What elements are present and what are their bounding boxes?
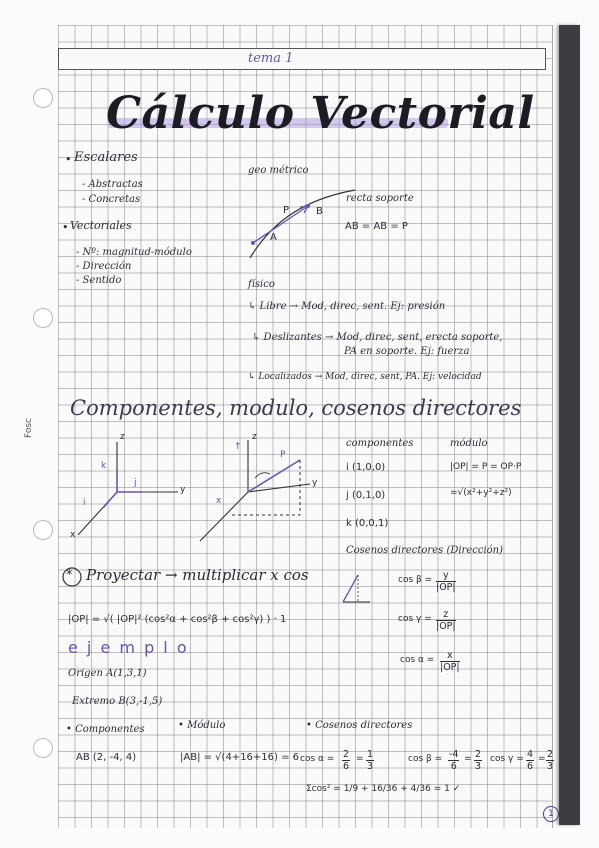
equals-sign: = [538,754,546,764]
diagram-z-label: z [252,432,257,442]
fraction-denominator: 3 [547,761,554,772]
side-stamp: Fosc [24,418,34,438]
cos-gamma-example-lhs: cos γ = [490,754,524,764]
cos-gamma-lhs: cos γ = [398,614,432,624]
modulo-bullet: • Módulo [178,720,226,731]
fraction-denominator: 6 [343,761,350,772]
component-j: j (0,1,0) [346,490,386,501]
diagram-p-label: P [280,450,286,460]
star-mark: * [66,568,73,583]
deslizantes-line-2: PA en soporte. Ej: fuerza [344,346,470,357]
bullet-dot: • [65,153,72,166]
fraction-denominator: |OP| [436,621,456,632]
concretas-item: - Concretas [82,194,141,205]
localizados-line: ↳ Localizados → Mod, direc, sent, PA. Ej: velocidad [248,372,482,382]
vector-property-item: - Sentido [76,275,122,286]
ab-module: |AB| = √(4+16+16) = 6 [180,752,300,763]
sum-of-squares-check: Σcos² = 1/9 + 16/36 + 4/36 = 1 ✓ [306,784,461,794]
diagram-x-label: x [216,496,222,506]
fraction-numerator: 2 [547,749,554,760]
projection-formula: |OP| = √( |OP|² (cos²α + cos²β + cos²γ) ) · 1 [68,614,287,625]
fraction-numerator: x [440,650,460,662]
cos-alpha-fraction [440,650,460,673]
topic-label: tema 1 [248,51,294,66]
cosenos-bullet: • Cosenos directores [306,720,413,731]
cos-alpha-example-simplified [366,749,374,772]
cos-beta-example-lhs: cos β = [408,754,443,764]
escalares-heading: Escalares [74,150,138,165]
fisico-label: físico [248,279,275,290]
componentes-header: componentes [346,438,414,449]
cos-gamma-example-fraction [526,749,534,772]
point-b-label: B [316,206,323,217]
fraction-numerator: 2 [475,749,482,760]
axis-y-label: y [180,485,186,495]
page-title: Cálculo Vectorial [106,88,535,139]
fraction-numerator: z [436,609,456,621]
extremo-line: Extremo B(3,-1,5) [72,696,163,707]
fraction-numerator: y [436,570,456,582]
cos-gamma-example-simplified [546,749,554,772]
component-k: k (0,0,1) [346,518,389,529]
fraction-numerator: -4 [449,749,459,760]
cos-gamma-fraction [436,609,456,632]
vector-property-item: - Nº: magnitud-módulo [76,247,192,258]
unit-j-label: j [134,478,137,488]
cosenos-directores-header: Cosenos directores (Dirección) [346,545,504,556]
equals-sign: = [356,754,364,764]
fraction-numerator: 2 [343,749,350,760]
cos-beta-example-simplified [474,749,482,772]
proyectar-rule: Proyectar → multiplicar x cos [86,566,309,584]
unit-k-label: k [101,461,107,471]
fraction-denominator: 3 [475,761,482,772]
cos-beta-lhs: cos β = [398,575,433,585]
bullet-dot: • [62,221,69,234]
vectoriales-heading: Vectoriales [70,219,132,232]
geometric-equation: AB = AB = P [345,221,408,232]
module-formula-1: |OP| = P = OP·P [450,462,522,472]
cos-alpha-example-fraction [342,749,350,772]
ejemplo-heading: e j e m p l o [68,638,189,657]
vector-p-label: P [283,205,290,216]
module-formula-2: =√(x²+y²+z²) [450,488,512,498]
fraction-denominator: |OP| [436,582,456,593]
diagram-y-label: y [312,478,318,488]
geometric-label: geo métrico [248,165,309,176]
libre-line: ↳ Libre → Mod, direc, sent. Ej: presión [248,301,446,312]
point-a-label: A [270,232,277,243]
recta-soporte-label: recta soporte [346,193,414,204]
axis-x-label: x [70,530,76,540]
equals-sign: = [464,754,472,764]
diagram-z-arrow-label: ↑ [234,442,242,452]
cos-beta-fraction [436,570,456,593]
cos-alpha-lhs: cos α = [400,655,435,665]
axis-z-label: z [120,432,125,442]
cos-beta-example-fraction [448,749,459,772]
component-i: i (1,0,0) [346,462,386,473]
origen-line: Origen A(1,3,1) [68,668,147,679]
cos-alpha-example-lhs: cos α = [300,754,335,764]
vector-property-item: - Dirección [76,261,132,272]
componentes-bullet: • Componentes [66,724,145,735]
fraction-denominator: 6 [527,761,534,772]
modulo-header: módulo [450,438,488,449]
page-number: 1 [543,806,559,822]
fraction-numerator: 1 [367,749,374,760]
abstractas-item: - Abstractas [82,179,143,190]
fraction-denominator: |OP| [440,662,460,673]
ab-vector: AB (2, -4, 4) [76,752,137,763]
fraction-denominator: 6 [450,761,457,772]
fraction-denominator: 3 [367,761,374,772]
components-section-title: Componentes, modulo, cosenos directores [70,396,522,420]
deslizantes-line: ↳ Deslizantes → Mod, direc, sent, erecta soporte, [252,332,503,343]
unit-i-label: i [83,498,86,508]
fraction-numerator: 4 [527,749,534,760]
